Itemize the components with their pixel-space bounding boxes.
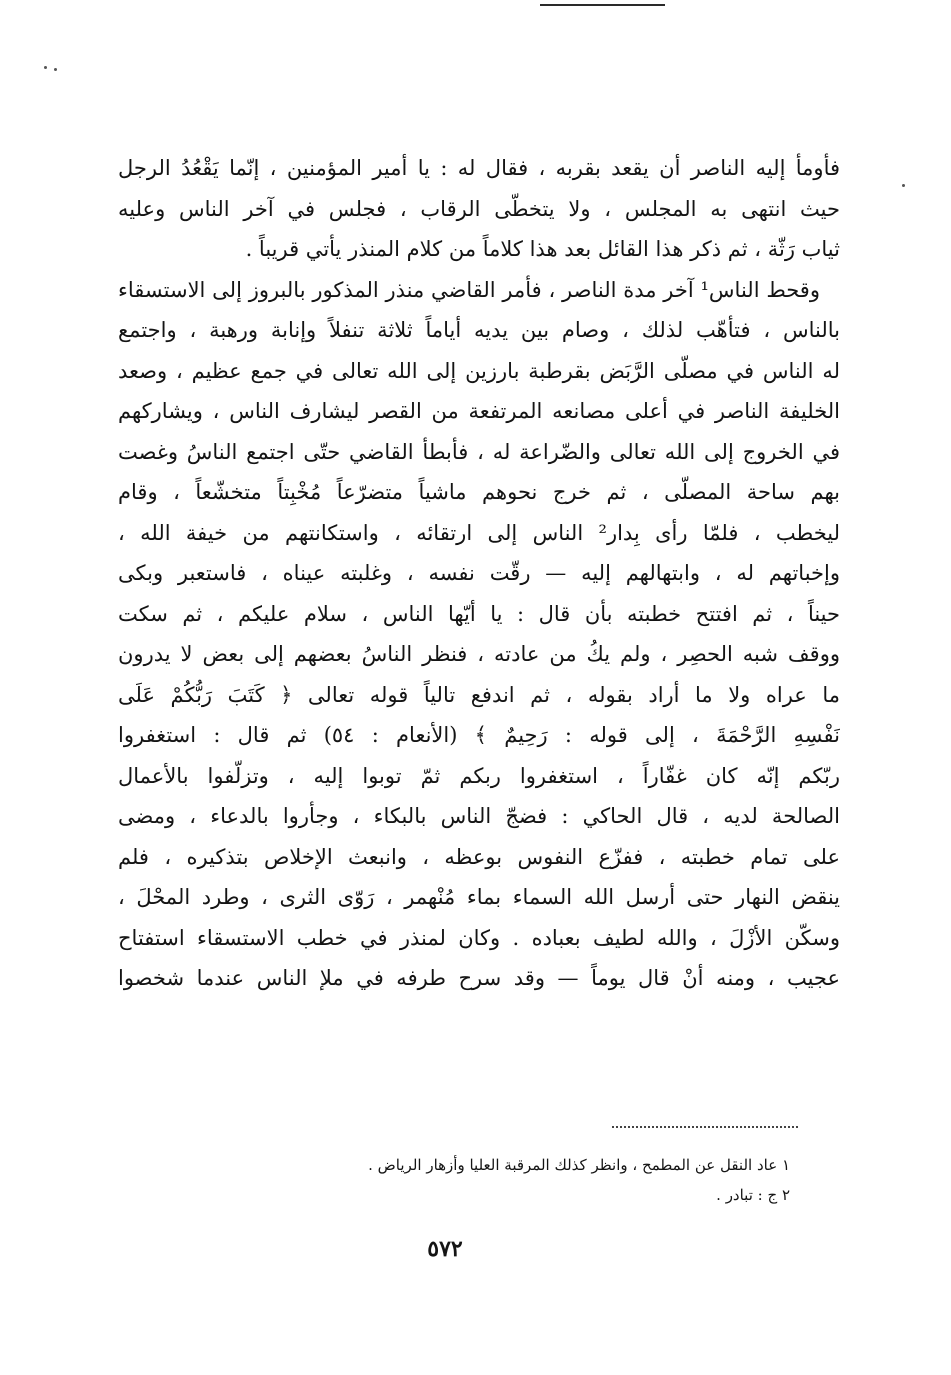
text-line: عجيب ، ومنه أنْ قال يوماً — وقد سرح طرفه في ملإ الناس عندما شخصوا	[118, 966, 840, 990]
text-line: له الناس في مصلّى الرَّبَض بقرطبة بارزين إلى الله تعالى في جمع عظيم ، وصعد	[118, 358, 840, 383]
text-line: الخليفة الناصر في أعلى مصانعه المرتفعة من القصر ليشارف الناس ، ويشاركهم	[118, 399, 840, 423]
text-line: فأومأ إليه الناصر أن يقعد بقربه ، فقال له : يا أمير المؤمنين ، إنّما يَقْعُدُ الرجل	[118, 156, 840, 180]
text-line: على تمام خطبته ، ففزّع النفوس بوعظه ، وانبعث الإخلاص بتذكيره ، فلم	[118, 844, 840, 869]
text-line: ربّكم إنّه كان غفّاراً ، استغفروا ربكم ثمّ توبوا إليه ، وتزلّفوا بالأعمال	[118, 763, 840, 788]
text-line: بهم ساحة المصلّى ، ثم خرج نحوهم ماشياً متضرّعاً مُخْبِتاً متخشّعاً ، وقام	[118, 480, 840, 504]
footnote: ١ عاد النقل عن المطمح ، وانظر كذلك المرقبة العليا وأزهار الرياض .	[368, 1156, 790, 1174]
footnote-separator	[612, 1126, 798, 1128]
text-line: ثياب رَثّة ، ثم ذكر هذا القائل بعد هذا كلاماً من كلام المنذر يأتي قريباً .	[245, 237, 840, 261]
text-line: ما عراه ولا ما أراد بقوله ، ثم اندفع تالياً قوله تعالى ﴿ كَتَبَ رَبُّكُمْ عَلَى	[118, 682, 840, 707]
text-line: ينقض النهار حتى أرسل الله السماء بماء مُنْهمر ، رَوّى الثرى ، وطرد المحْلَ ،	[118, 885, 840, 909]
text-line: ليخطب ، فلمّا رأى بِدار² الناس إلى ارتقائه ، واستكانتهم من خيفة الله ،	[118, 520, 840, 545]
footnotes-block	[180, 1150, 790, 1210]
text-line: في الخروج إلى الله تعالى والضّراعة له ، فأبطأ القاضي حتّى اجتمع الناسُ وغصت	[118, 439, 840, 464]
text-line: بالناس ، فتأهّب لذلك ، وصام بين يديه أياماً ثلاثة تنفلاً وإنابة ورهبة ، واجتمع	[118, 318, 840, 342]
text-line: حيث انتهى به المجلس ، ولا يتخطّى الرقاب ، فجلس في آخر الناس وعليه	[118, 196, 840, 221]
text-line: وقحط الناس¹ آخر مدة الناصر ، فأمر القاضي منذر المذكور بالبروز إلى الاستسقاء	[118, 277, 820, 302]
text-line: وسكّن الأزْلَ ، والله لطيف بعباده . وكان لمنذر في خطب الاستسقاء استفتاح	[118, 925, 840, 950]
text-line: نَفْسِهِ الرَّحْمَةَ ، إلى قوله : رَحِيمٌ ﴾ (الأنعام : ٥٤) ثم قال : استغفروا	[118, 723, 840, 747]
text-line: الصالحة لديه ، قال الحاكي : فضجّ الناس بالبكاء ، وجأروا بالدعاء ، ومضى	[118, 804, 840, 828]
scan-speck	[902, 184, 905, 187]
text-line: حيناً ، ثم افتتح خطبته بأن قال : يا أيّها الناس ، سلام عليكم ، ثم سكت	[118, 601, 840, 626]
top-border-line	[540, 4, 665, 6]
main-text-block	[118, 148, 840, 999]
text-line: وإخباتهم له ، وابتهالهم إليه — رقّت نفسه ، وغلبته عيناه ، فاستعبر وبكى	[118, 561, 840, 585]
scan-speck	[54, 68, 57, 71]
scan-speck	[44, 66, 47, 69]
text-line: ووقف شبه الحصِر ، ولم يكُ من عادته ، فنظر الناسُ بعضهم إلى بعض لا يدرون	[118, 642, 840, 666]
page-number: ٥٧٢	[427, 1236, 463, 1262]
footnote: ٢ ج : تبادر .	[716, 1186, 790, 1204]
